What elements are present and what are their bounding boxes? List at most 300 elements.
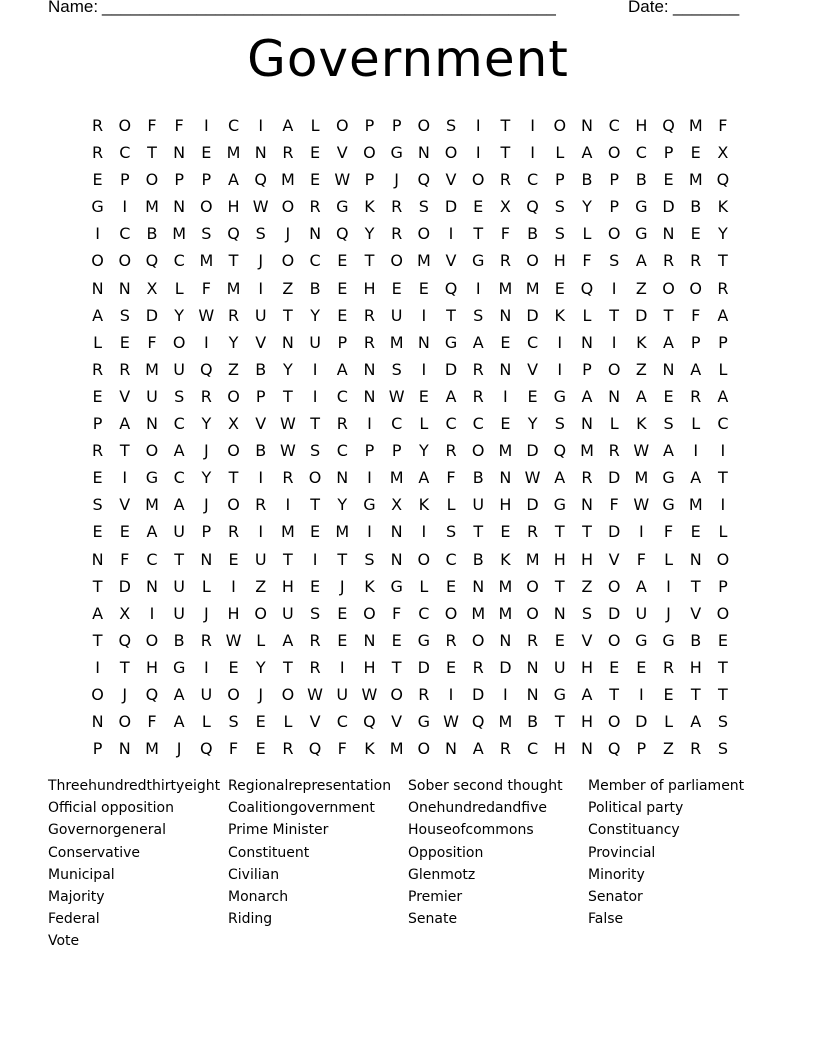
grid-letter: N — [499, 305, 512, 325]
grid-letter: X — [119, 603, 131, 623]
grid-letter: J — [339, 576, 345, 596]
grid-letter: E — [690, 143, 701, 163]
grid-letter: S — [554, 224, 565, 244]
grid-letter: A — [228, 170, 239, 190]
grid-letter: N — [336, 468, 349, 488]
grid-letter: A — [690, 468, 702, 488]
grid-letter: M — [498, 712, 513, 732]
grid-letter: O — [172, 332, 186, 352]
grid-letter: N — [580, 116, 593, 135]
grid-letter: O — [607, 576, 621, 596]
grid-letter: E — [663, 386, 674, 406]
grid-letter: E — [500, 414, 511, 434]
grid-letter: M — [389, 468, 404, 488]
grid-letter: C — [173, 251, 185, 271]
grid-letter: M — [498, 576, 513, 596]
grid-letter: O — [417, 116, 431, 135]
grid-letter: G — [417, 712, 431, 732]
grid-letter: O — [444, 143, 458, 163]
grid-letter: E — [527, 386, 538, 406]
grid-letter: I — [666, 576, 671, 596]
grid-letter: Q — [335, 224, 349, 244]
grid-letter: C — [227, 116, 240, 135]
grid-letter: Q — [200, 359, 213, 379]
grid-letter: M — [389, 332, 404, 352]
word-list-item: Sober second thought — [408, 778, 563, 794]
grid-letter: E — [337, 251, 348, 271]
grid-letter: N — [118, 739, 131, 759]
grid-letter: F — [636, 549, 646, 569]
grid-letter: Z — [581, 576, 593, 596]
grid-letter: M — [471, 603, 486, 623]
grid-letter: D — [526, 305, 539, 325]
grid-letter: V — [581, 630, 593, 650]
grid-letter: Y — [255, 657, 266, 677]
grid-letter: R — [499, 739, 511, 759]
grid-letter: C — [309, 251, 321, 271]
grid-letter: E — [201, 143, 212, 163]
grid-letter: D — [145, 305, 159, 325]
grid-letter: M — [145, 197, 159, 217]
grid-letter: O — [281, 251, 295, 271]
grid-letter: I — [720, 441, 726, 461]
grid-letter: A — [119, 414, 131, 434]
grid-letter: M — [498, 603, 513, 623]
word-list-item: Senator — [588, 888, 643, 905]
grid-letter: L — [256, 630, 266, 650]
grid-letter: E — [500, 522, 511, 542]
grid-letter: G — [417, 630, 431, 650]
grid-letter: A — [92, 603, 104, 623]
word-list-item: Majority — [48, 888, 105, 905]
grid-letter: J — [394, 170, 400, 190]
grid-letter: N — [145, 414, 158, 434]
grid-letter: A — [663, 332, 674, 352]
grid-letter: B — [527, 712, 539, 732]
grid-letter: O — [145, 170, 159, 190]
grid-letter: P — [609, 197, 619, 217]
grid-letter: S — [418, 197, 429, 217]
grid-letter: D — [526, 441, 539, 461]
grid-letter: A — [663, 441, 674, 461]
grid-letter: Q — [553, 441, 567, 461]
grid-letter: E — [609, 657, 620, 677]
grid-letter: E — [636, 657, 647, 677]
grid-letter: W — [225, 630, 242, 650]
grid-letter: K — [636, 332, 647, 352]
grid-letter: Q — [118, 630, 132, 650]
grid-letter: U — [200, 684, 213, 704]
grid-letter: N — [363, 386, 376, 406]
grid-letter: S — [119, 305, 130, 325]
word-list-item: Constituent — [228, 844, 310, 861]
grid-letter: R — [527, 522, 539, 542]
grid-letter: G — [553, 386, 566, 406]
grid-letter: E — [92, 522, 103, 542]
grid-letter: R — [445, 630, 457, 650]
grid-letter: V — [690, 603, 702, 623]
grid-letter: H — [580, 549, 593, 569]
word-list-item: Riding — [228, 911, 273, 928]
grid-letter: E — [310, 522, 321, 542]
grid-letter: R — [608, 441, 620, 461]
grid-letter: C — [608, 116, 620, 135]
grid-letter: Q — [580, 278, 594, 298]
grid-letter: S — [581, 603, 593, 623]
grid-letter: T — [718, 468, 728, 488]
grid-letter: S — [174, 386, 185, 406]
grid-letter: P — [391, 441, 402, 461]
grid-letter: N — [118, 278, 131, 298]
grid-letter: D — [662, 197, 675, 217]
grid-letter: R — [717, 278, 729, 298]
grid-letter: I — [312, 386, 318, 406]
grid-letter: I — [367, 522, 372, 542]
grid-letter: R — [690, 386, 702, 406]
grid-letter: O — [471, 441, 485, 461]
grid-letter: I — [258, 468, 264, 488]
grid-letter: L — [310, 116, 320, 135]
grid-letter: R — [472, 359, 484, 379]
grid-letter: T — [391, 657, 402, 677]
grid-letter: N — [363, 630, 376, 650]
grid-letter: O — [607, 143, 621, 163]
grid-letter: I — [611, 332, 617, 352]
grid-letter: R — [309, 197, 321, 217]
grid-letter: T — [310, 414, 320, 434]
grid-letter: E — [663, 170, 674, 190]
grid-letter: V — [336, 143, 348, 163]
grid-letter: I — [475, 116, 481, 135]
grid-letter: H — [363, 657, 376, 677]
grid-letter: O — [91, 684, 104, 704]
grid-letter: D — [499, 657, 512, 677]
grid-letter: O — [526, 603, 539, 623]
grid-letter: H — [635, 116, 648, 135]
grid-letter: I — [122, 197, 128, 217]
grid-letter: R — [119, 359, 131, 379]
grid-letter: U — [282, 603, 294, 623]
grid-letter: M — [688, 170, 703, 190]
grid-letter: S — [554, 414, 565, 434]
grid-letter: G — [145, 468, 159, 488]
grid-letter: A — [336, 359, 348, 379]
grid-letter: M — [199, 251, 214, 271]
grid-letter: S — [473, 305, 484, 325]
grid-letter: W — [443, 712, 459, 732]
grid-letter: F — [120, 549, 130, 569]
grid-letter: N — [91, 549, 104, 569]
grid-letter: U — [173, 522, 186, 542]
grid-letter: F — [392, 603, 402, 623]
grid-letter: Z — [635, 278, 647, 298]
grid-letter: D — [444, 359, 458, 379]
grid-letter: N — [580, 739, 593, 759]
grid-letter: E — [554, 278, 565, 298]
grid-letter: G — [336, 197, 349, 217]
grid-letter: O — [281, 197, 295, 217]
grid-letter: K — [364, 739, 375, 759]
grid-letter: T — [119, 441, 130, 461]
grid-letter: A — [635, 251, 647, 271]
grid-letter: Q — [417, 170, 431, 190]
grid-letter: I — [503, 386, 508, 406]
grid-letter: V — [255, 414, 267, 434]
grid-letter: Q — [716, 170, 730, 190]
grid-letter: O — [227, 441, 240, 461]
grid-letter: M — [498, 278, 513, 298]
grid-letter: B — [255, 441, 267, 461]
grid-letter: T — [609, 684, 620, 704]
grid-letter: Y — [201, 468, 212, 488]
grid-letter: O — [227, 684, 240, 704]
grid-letter: V — [255, 332, 267, 352]
grid-letter: A — [581, 684, 593, 704]
grid-letter: I — [95, 224, 100, 244]
grid-letter: S — [717, 739, 728, 759]
grid-letter: L — [446, 495, 456, 515]
grid-letter: A — [635, 576, 647, 596]
grid-letter: I — [448, 224, 454, 244]
word-list-item: Senate — [408, 911, 458, 928]
grid-letter: E — [418, 386, 429, 406]
grid-letter: C — [391, 414, 403, 434]
grid-letter: T — [718, 684, 728, 704]
word-list-item: Municipal — [48, 866, 115, 883]
grid-letter: C — [146, 549, 158, 569]
grid-letter: D — [635, 305, 648, 325]
grid-letter: A — [690, 712, 702, 732]
grid-letter: I — [557, 359, 563, 379]
grid-letter: R — [309, 630, 321, 650]
word-list-item: Civilian — [228, 866, 280, 883]
grid-letter: L — [609, 414, 619, 434]
word-list-item: Prime Minister — [228, 822, 329, 839]
grid-letter: P — [201, 170, 212, 190]
grid-letter: N — [553, 603, 566, 623]
grid-letter: I — [611, 278, 617, 298]
grid-letter: I — [448, 684, 454, 704]
grid-letter: W — [388, 386, 405, 406]
grid-letter: P — [718, 576, 728, 596]
grid-letter: J — [258, 684, 264, 704]
grid-letter: C — [336, 386, 348, 406]
grid-letter: V — [309, 712, 321, 732]
grid-letter: R — [690, 251, 702, 271]
grid-letter: X — [717, 143, 729, 163]
grid-letter: P — [364, 170, 375, 190]
grid-letter: V — [445, 170, 457, 190]
grid-letter: O — [471, 630, 485, 650]
grid-letter: C — [717, 414, 729, 434]
grid-letter: T — [473, 522, 484, 542]
grid-letter: D — [472, 684, 485, 704]
grid-letter: M — [525, 278, 540, 298]
grid-letter: E — [337, 278, 348, 298]
grid-letter: X — [391, 495, 403, 515]
grid-letter: L — [419, 576, 429, 596]
grid-letter: L — [664, 549, 673, 569]
grid-letter: R — [418, 684, 430, 704]
name-label: Name: — [48, 0, 99, 16]
grid-letter: T — [663, 305, 674, 325]
grid-letter: R — [282, 468, 294, 488]
grid-letter: O — [417, 739, 431, 759]
grid-letter: L — [419, 414, 429, 434]
grid-letter: O — [145, 441, 159, 461]
grid-letter: P — [364, 441, 375, 461]
grid-letter: C — [119, 143, 131, 163]
grid-letter: I — [203, 657, 209, 677]
grid-letter: N — [580, 332, 593, 352]
grid-letter: I — [693, 441, 699, 461]
grid-letter: K — [500, 549, 511, 569]
grid-letter: F — [147, 116, 157, 135]
grid-letter: T — [690, 684, 701, 704]
grid-letter: T — [283, 386, 293, 406]
word-list-item: Political party — [588, 800, 684, 817]
grid-letter: A — [173, 495, 185, 515]
grid-letter: Q — [471, 712, 485, 732]
grid-letter: U — [173, 603, 186, 623]
grid-letter: N — [499, 468, 512, 488]
grid-letter: N — [417, 143, 430, 163]
grid-letter: T — [582, 522, 592, 542]
grid-letter: F — [201, 278, 211, 298]
grid-letter: L — [93, 332, 103, 352]
grid-letter: G — [662, 630, 675, 650]
grid-letter: A — [717, 305, 729, 325]
grid-letter: R — [499, 251, 511, 271]
word-list-item: Federal — [48, 911, 100, 928]
grid-letter: M — [145, 359, 159, 379]
grid-letter: R — [445, 441, 457, 461]
grid-letter: R — [472, 657, 484, 677]
grid-letter: H — [227, 603, 240, 623]
grid-letter: C — [418, 603, 430, 623]
grid-letter: O — [363, 603, 376, 623]
grid-letter: Z — [255, 576, 267, 596]
grid-letter: Y — [582, 197, 592, 217]
grid-letter: E — [717, 630, 728, 650]
grid-letter: E — [554, 630, 565, 650]
grid-letter: E — [391, 278, 402, 298]
grid-letter: H — [499, 495, 512, 515]
grid-letter: G — [553, 684, 566, 704]
grid-letter: D — [607, 603, 621, 623]
grid-letter: A — [173, 684, 185, 704]
grid-letter: U — [173, 576, 186, 596]
grid-letter: T — [92, 630, 103, 650]
grid-letter: Y — [228, 332, 239, 352]
grid-letter: J — [203, 495, 209, 515]
word-list-item: Threehundredthirtyeight — [48, 778, 221, 794]
grid-letter: A — [472, 332, 484, 352]
grid-letter: L — [691, 414, 701, 434]
grid-letter: A — [418, 468, 430, 488]
grid-letter: I — [367, 414, 372, 434]
grid-letter: S — [310, 441, 321, 461]
grid-letter: P — [201, 522, 212, 542]
grid-letter: W — [633, 495, 650, 515]
grid-letter: R — [363, 332, 376, 352]
grid-letter: Q — [607, 739, 621, 759]
grid-letter: U — [472, 495, 485, 515]
grid-letter: E — [228, 549, 239, 569]
grid-letter: V — [391, 712, 403, 732]
grid-letter: T — [228, 468, 239, 488]
grid-letter: J — [203, 441, 209, 461]
grid-letter: U — [173, 359, 186, 379]
date-label: Date: — [628, 0, 669, 16]
grid-letter: I — [503, 684, 508, 704]
grid-letter: N — [417, 332, 430, 352]
grid-letter: R — [282, 143, 294, 163]
grid-letter: O — [607, 359, 621, 379]
word-list-item: Provincial — [588, 844, 656, 861]
grid-letter: W — [361, 684, 378, 704]
grid-letter: B — [309, 278, 321, 298]
grid-letter: I — [122, 468, 128, 488]
grid-letter: H — [281, 576, 294, 596]
grid-letter: D — [417, 657, 430, 677]
grid-letter: G — [662, 495, 675, 515]
grid-letter: C — [472, 414, 484, 434]
grid-letter: R — [92, 359, 104, 379]
grid-letter: C — [527, 170, 539, 190]
grid-letter: Y — [418, 441, 429, 461]
grid-letter: S — [445, 522, 457, 542]
grid-letter: T — [310, 495, 320, 515]
grid-letter: Q — [526, 197, 539, 217]
grid-letter: R — [690, 739, 702, 759]
grid-letter: P — [337, 332, 348, 352]
word-list-item: Regionalrepresentation — [228, 778, 392, 794]
grid-letter: N — [91, 712, 104, 732]
grid-letter: O — [716, 549, 730, 569]
grid-letter: O — [390, 251, 403, 271]
grid-letter: W — [198, 305, 215, 325]
grid-letter: N — [499, 630, 512, 650]
grid-letter: R — [336, 414, 348, 434]
word-list-item: Official opposition — [48, 800, 174, 817]
grid-letter: A — [146, 522, 158, 542]
grid-letter: N — [173, 197, 186, 217]
grid-letter: B — [173, 630, 185, 650]
grid-letter: E — [445, 576, 457, 596]
grid-letter: T — [473, 224, 484, 244]
grid-letter: O — [254, 603, 268, 623]
grid-letter: N — [499, 359, 512, 379]
grid-letter: M — [525, 549, 540, 569]
grid-letter: O — [553, 116, 567, 135]
grid-letter: T — [554, 712, 565, 732]
grid-letter: R — [391, 224, 403, 244]
grid-letter: B — [472, 468, 484, 488]
grid-letter: Y — [337, 495, 348, 515]
grid-letter: R — [255, 495, 267, 515]
grid-letter: F — [174, 116, 184, 135]
grid-letter: R — [472, 386, 484, 406]
grid-letter: C — [445, 549, 457, 569]
word-list-item: Glenmotz — [408, 866, 476, 883]
grid-letter: S — [663, 414, 674, 434]
header — [48, 0, 748, 21]
grid-letter: N — [580, 495, 593, 515]
grid-letter: O — [444, 603, 458, 623]
grid-letter: Q — [308, 739, 322, 759]
grid-letter: S — [228, 712, 239, 732]
